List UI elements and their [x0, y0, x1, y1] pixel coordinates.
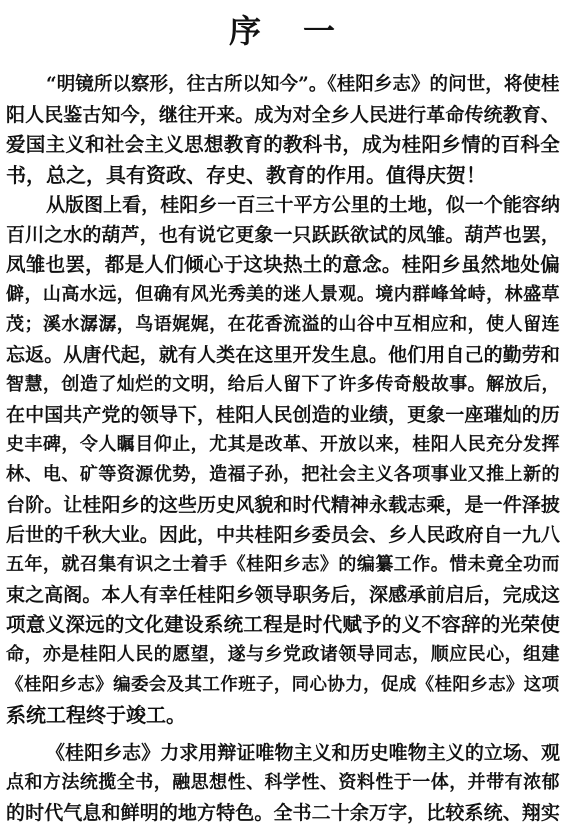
title-part-1: 序 — [228, 12, 263, 50]
text-line: 的时代气息和鲜明的地方特色。全书二十余万字，比较系统、翔实 — [6, 802, 560, 824]
text-line: 阳人民鉴古知今，继往开来。成为对全乡人民进行革命传统教育、 — [6, 104, 560, 126]
text-line: 项意义深远的文化建设系统工程是时代赋予的义不容辞的光荣使 — [6, 613, 560, 636]
text-line: 僻，山高水远，但确有风光秀美的迷人景观。境内群峰耸峙，林盛草 — [6, 284, 560, 305]
text-line: 五年，就召集有识之士着手《桂阳乡志》的编纂工作。惜未竟全功而 — [6, 554, 560, 575]
text-line: 林、电、矿等资源优势，造福子孙，把社会主义各项事业又推上新的 — [6, 464, 560, 485]
text-line: 凤雏也罢，都是人们倾心于这块热土的意念。桂阳乡虽然地处偏 — [6, 253, 560, 276]
page-title — [0, 6, 566, 52]
text-line: 系统工程终于竣工。 — [6, 703, 186, 727]
title-part-2: 一 — [303, 12, 338, 50]
text-line: 从版图上看，桂阳乡一百三十平方公里的土地，似一个能容纳 — [46, 194, 560, 216]
text-line: 《桂阳乡志》力求用辩证唯物主义和历史唯物主义的立场、观 — [46, 742, 560, 764]
text-line: “明镜所以察形，往古所以知今”。《桂阳乡志》的问世，将使桂 — [46, 74, 560, 95]
text-line: 茂；溪水潺潺，鸟语娓娓，在花香流溢的山谷中互相应和，使人留连 — [6, 314, 560, 335]
text-line: 后世的千秋大业。因此，中共桂阳乡委员会、乡人民政府自一九八 — [6, 524, 560, 546]
text-line: 束之高阁。本人有幸任桂阳乡领导职务后，深感承前启后，完成这 — [6, 584, 560, 606]
paragraph-gap — [6, 730, 560, 738]
text-line: 在中国共产党的领导下，桂阳人民创造的业绩，更象一座璀灿的历 — [6, 404, 560, 426]
text-line: 《桂阳乡志》编委会及其工作班子，同心协力，促成《桂阳乡志》这项 — [6, 675, 560, 695]
text-line: 史丰碑，令人瞩目仰止，尤其是改革、开放以来，桂阳人民充分发挥 — [6, 434, 560, 455]
preface-body — [6, 70, 560, 828]
text-line: 点和方法统揽全书，融思想性、科学性、资料性于一体，并带有浓郁 — [6, 772, 560, 793]
text-line: 智慧，创造了灿烂的文明，给后人留下了许多传奇般故事。解放后， — [6, 374, 560, 395]
text-line: 忘返。从唐代起，就有人类在这里开发生息。他们用自己的勤劳和 — [6, 344, 560, 366]
text-line: 台阶。让桂阳乡的这些历史风貌和时代精神永载志乘，是一件泽披 — [6, 494, 560, 516]
text-line: 书，总之，具有资政、存史、教育的作用。值得庆贺！ — [6, 163, 486, 187]
text-line: 爱国主义和社会主义思想教育的教科书，成为桂阳乡情的百科全 — [6, 133, 560, 156]
text-line: 命，亦是桂阳人民的愿望，遂与乡党政诸领导同志，顺应民心，组建 — [6, 644, 560, 665]
text-line: 百川之水的葫芦，也有说它更象一只跃跃欲试的凤雏。葫芦也罢， — [6, 224, 560, 246]
